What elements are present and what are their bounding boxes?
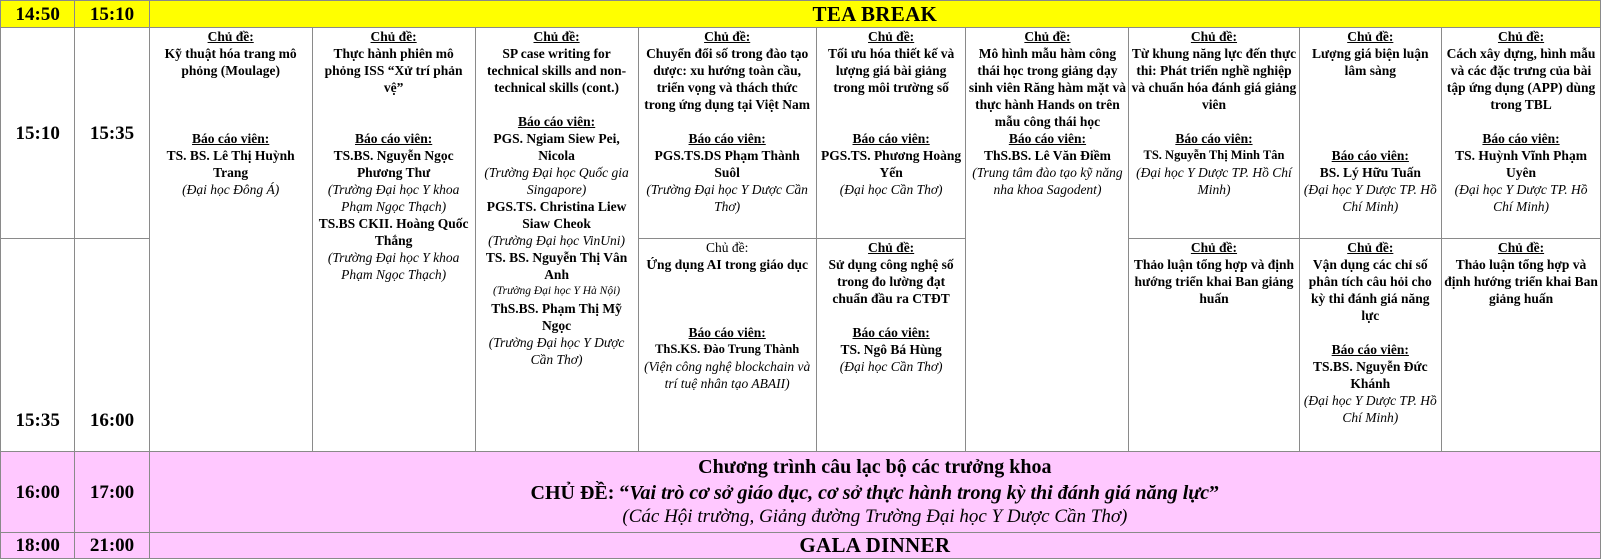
topic-label: Chủ đề: xyxy=(1497,240,1545,255)
club-topic-prefix: CHỦ ĐỀ: “ xyxy=(530,482,630,504)
speaker-name: TS. Ngô Bá Hùng xyxy=(840,342,942,357)
topic-title: Lượng giá biện luận lâm sàng xyxy=(1312,46,1429,78)
topic-title: Thảo luận tổng hợp và định hướng triển khai Ban giảng huấn xyxy=(1133,257,1295,306)
speaker-org: (Đại học Y Dược TP. Hồ Chí Minh) xyxy=(1303,182,1437,214)
speaker-name: PGS.TS. Phương Hoàng Yến xyxy=(821,148,962,180)
time-end: 15:35 xyxy=(75,28,149,239)
club-topic-suffix: ” xyxy=(1209,482,1220,504)
session-item-analysis xyxy=(1299,239,1442,452)
speaker-name: TS. BS. Lê Thị Huỳnh Trang xyxy=(166,148,295,180)
session-ai-education xyxy=(638,239,816,452)
topic-label: Chủ đề: xyxy=(1024,29,1071,44)
club-title: Chương trình câu lạc bộ các trưởng khoa xyxy=(698,456,1052,478)
topic-label: Chủ đề: xyxy=(1190,29,1238,44)
topic-title: Kỹ thuật hóa trang mô phỏng (Moulage) xyxy=(164,46,297,78)
session-discussion-2 xyxy=(1442,239,1601,452)
speaker-name: BS. Lý Hữu Tuấn xyxy=(1319,165,1421,180)
speaker-org: (Đại học Y Dược TP. Hồ Chí Minh) xyxy=(1136,165,1292,197)
speaker-label: Báo cáo viên: xyxy=(1008,131,1087,146)
time-end: 15:10 xyxy=(75,1,149,28)
speaker-org: (Trường Đại học Y khoa Phạm Ngọc Thạch) xyxy=(327,250,460,282)
time-end: 21:00 xyxy=(75,533,149,559)
speaker-label: Báo cáo viên: xyxy=(1331,148,1409,163)
topic-title: Chuyển đổi số trong đào tạo dược: xu hướng toàn cầu, triển vọng và thách thức trong ứng dụng tại Việt Nam xyxy=(644,46,811,112)
session-clinical-reasoning xyxy=(1299,28,1442,239)
session-competency-framework xyxy=(1129,28,1299,239)
topic-title: Cách xây dựng, hình mẫu và các đặc trưng của bài tập ứng dụng (APP) dùng trong TBL xyxy=(1446,46,1596,112)
topic-label: Chủ đề: xyxy=(868,29,915,44)
gala-row xyxy=(1,533,1601,559)
speaker-label: Báo cáo viên: xyxy=(688,131,766,146)
speaker-name: PGS.TS. Christina Liew Siaw Cheok xyxy=(486,199,627,231)
speaker-org: (Trường Đại học Y khoa Phạm Ngọc Thạch) xyxy=(327,182,460,214)
time-start: 15:35 xyxy=(1,239,75,452)
topic-label: Chủ đề: xyxy=(868,240,915,255)
club-topic-text: Vai trò cơ sở giáo dục, cơ sở thực hành trong kỳ thi đánh giá năng lực xyxy=(629,482,1210,504)
club-venue: (Các Hội trường, Giảng đường Trường Đại học Y Dược Cần Thơ) xyxy=(622,506,1128,527)
speaker-org: (Trường Đại học Y Dược Cần Thơ) xyxy=(646,182,808,214)
speaker-org: (Viện công nghệ blockchain và trí tuệ nhân tạo ABAII) xyxy=(644,359,811,391)
speaker-org: (Trường Đại học Y Hà Nội) xyxy=(493,285,621,297)
session-ergonomic-model xyxy=(966,28,1129,452)
speaker-name: ThS.BS. Phạm Thị Mỹ Ngọc xyxy=(491,301,622,333)
session-digital-pharmacy xyxy=(638,28,816,239)
speaker-name: TS. Huỳnh Vĩnh Phạm Uyên xyxy=(1455,148,1587,180)
speaker-label: Báo cáo viên: xyxy=(688,325,766,340)
session-discussion-1 xyxy=(1129,239,1299,452)
club-topic xyxy=(152,480,1598,506)
speaker-label: Báo cáo viên: xyxy=(1175,131,1253,146)
topic-label: Chủ đề: xyxy=(705,240,749,255)
speaker-org: (Đại học Cần Thơ) xyxy=(839,182,943,197)
speaker-label: Báo cáo viên: xyxy=(517,114,596,129)
topic-title: SP case writing for technical skills and non-technical skills (cont.) xyxy=(486,46,627,95)
speaker-org: (Đại học Y Dược TP. Hồ Chí Minh) xyxy=(1454,182,1588,214)
speaker-label: Báo cáo viên: xyxy=(1331,342,1409,357)
time-start: 15:10 xyxy=(1,28,75,239)
speaker-org: (Trường Đại học Y Dược Cần Thơ) xyxy=(488,335,625,367)
speaker-label: Báo cáo viên: xyxy=(1482,131,1560,146)
speaker-org: (Trung tâm đào tạo kỹ năng nha khoa Sagodent) xyxy=(972,165,1123,197)
topic-label: Chủ đề: xyxy=(370,29,417,44)
speaker-name: TS.BS. Nguyễn Ngọc Phương Thư xyxy=(333,148,454,180)
time-end: 17:00 xyxy=(75,452,149,533)
topic-title: Từ khung năng lực đến thực thi: Phát triển nghề nghiệp và chuẩn hóa đánh giá giảng viên xyxy=(1131,46,1297,112)
speaker-name: TS. Nguyễn Thị Minh Tân xyxy=(1143,148,1285,162)
speaker-label: Báo cáo viên: xyxy=(354,131,433,146)
speaker-org: (Đại học Đông Á) xyxy=(182,182,280,197)
topic-title: Mô hình mẫu hàm công thái học trong giảng dạy sinh viên Răng hàm mặt và thực hành Hands on trên mẫu công thái học xyxy=(968,46,1127,129)
speaker-org: (Trường Đại học VinUni) xyxy=(488,233,626,248)
topic-title: Thực hành phiên mô phỏng ISS “Xử trí phản vệ” xyxy=(324,46,463,95)
topic-label: Chủ đề: xyxy=(1347,240,1394,255)
time-end: 16:00 xyxy=(75,239,149,452)
speaker-label: Báo cáo viên: xyxy=(852,131,930,146)
session-tbl-app xyxy=(1442,28,1601,239)
time-start: 14:50 xyxy=(1,1,75,28)
speaker-name: TS.BS CKII. Hoàng Quốc Thắng xyxy=(318,216,469,248)
speaker-name: ThS.BS. Lê Văn Điềm xyxy=(983,148,1111,163)
speaker-name: TS.BS. Nguyễn Đức Khánh xyxy=(1312,359,1428,391)
topic-title: Tối ưu hóa thiết kế và lượng giá bài giảng trong môi trường số xyxy=(827,46,955,95)
speaker-label: Báo cáo viên: xyxy=(852,325,930,340)
session-iss xyxy=(312,28,475,452)
session-moulage xyxy=(149,28,312,452)
tea-break-row xyxy=(1,1,1601,28)
session-optimize-lecture xyxy=(816,28,966,239)
session-row-1 xyxy=(1,28,1601,239)
speaker-org: (Đại học Y Dược TP. Hồ Chí Minh) xyxy=(1303,393,1437,425)
speaker-name: TS. BS. Nguyễn Thị Vân Anh xyxy=(485,250,628,282)
topic-label: Chủ đề: xyxy=(207,29,254,44)
session-sp-case xyxy=(475,28,638,452)
topic-label: Chủ đề: xyxy=(704,29,751,44)
session-digital-measurement xyxy=(816,239,966,452)
speaker-org: (Trường Đại học Quốc gia Singapore) xyxy=(484,165,629,197)
topic-title: Ứng dụng AI trong giáo dục xyxy=(646,257,808,272)
speaker-label: Báo cáo viên: xyxy=(192,131,270,146)
topic-label: Chủ đề: xyxy=(533,29,580,44)
speaker-name: PGS. Ngiam Siew Pei, Nicola xyxy=(493,131,620,163)
dean-club-row xyxy=(1,452,1601,533)
topic-label: Chủ đề: xyxy=(1347,29,1394,44)
gala-dinner-label: GALA DINNER xyxy=(149,533,1600,559)
topic-label: Chủ đề: xyxy=(1190,240,1238,255)
topic-label: Chủ đề: xyxy=(1497,29,1545,44)
speaker-name: PGS.TS.DS Phạm Thành Suôl xyxy=(654,148,800,180)
topic-title: Sử dụng công nghệ số trong đo lường đạt chuẩn đầu ra CTĐT xyxy=(828,257,954,306)
time-start: 18:00 xyxy=(1,533,75,559)
topic-title: Thảo luận tổng hợp và định hướng triển khai Ban giảng huấn xyxy=(1444,257,1598,306)
dean-club-cell xyxy=(149,452,1600,533)
tea-break-label: TEA BREAK xyxy=(149,1,1600,28)
topic-title: Vận dụng các chỉ số phân tích câu hỏi cho kỳ thi đánh giá năng lực xyxy=(1308,257,1432,323)
speaker-org: (Đại học Cần Thơ) xyxy=(839,359,943,374)
speaker-name: ThS.KS. Đào Trung Thành xyxy=(655,342,800,356)
time-start: 16:00 xyxy=(1,452,75,533)
